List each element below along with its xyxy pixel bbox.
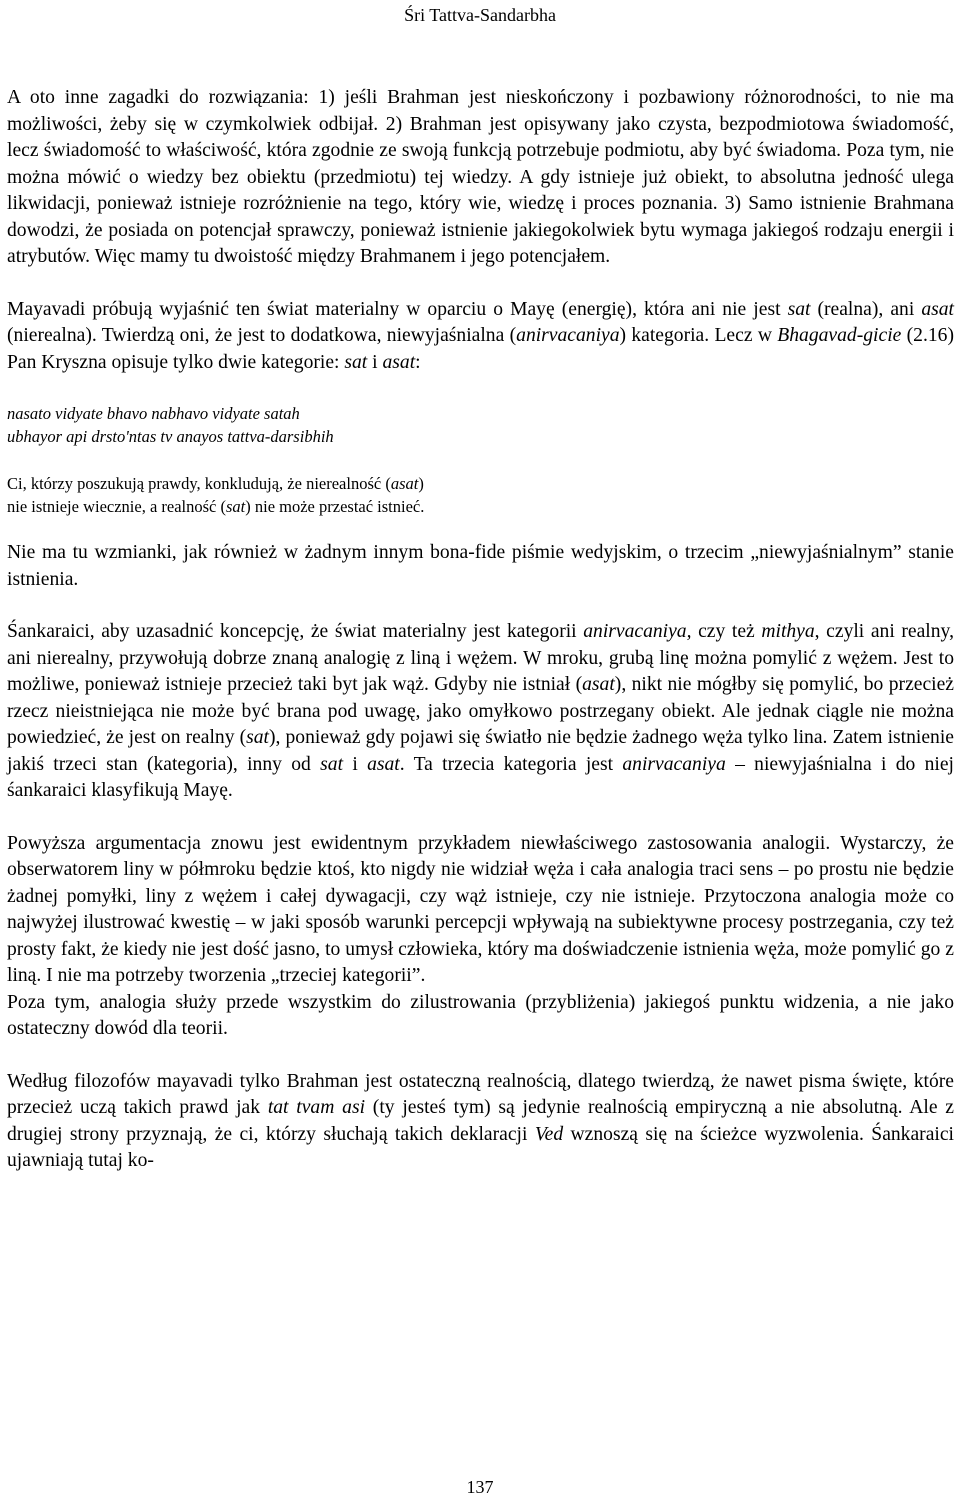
- sanskrit-verse: [7, 402, 954, 448]
- paragraph-analogy-critique: Powyższa argumentacja znowu jest ewidentnym przykładem niewłaściwego zastosowania analogii. Wystarczy, że obserwatorem liny w półmroku będzie ktoś, kto nigdy nie widział węża i cała analogia traci sens – po prostu nie będzie żadnej pomyłki, liny z wężem i całej dywagacji, czy wąż istnieje, czy nie istnieje. Przytoczona analogia może co najwyżej ilustrować kwestię – w jaki sposób warunki percepcji wpływają na subiektywne procesy postrzegania, czy też prosty fakt, że kiedy nie jest dość jasno, to umysł człowieka, który ma doświadczenie istnienia węża, może pomylić go z liną. I nie ma potrzeby tworzenia „trzeciej kategorii”.: [7, 832, 954, 986]
- verse-line-2: ubhayor api drsto'ntas tv anayos tattva-darsibhih: [7, 427, 334, 446]
- verse-translation: [7, 472, 954, 518]
- translation-line-2: nie istnieje wiecznie, a realność (sat) nie może przestać istnieć.: [7, 497, 425, 516]
- paragraph-brahman-reality: Według filozofów mayavadi tylko Brahman jest ostateczną realnością, dlatego twierdzą, że nawet pisma święte, które przecież uczą takich prawd jak tat tvam asi (ty jesteś tym) są jedynie realnością empiryczną a nie absolutną. Ale z drugiej strony przyznają, że ci, którzy słuchają takich deklaracji Ved wznoszą się na ścieżce wyzwolenia. Śankaraici ujawniają tutaj ko-: [7, 1070, 954, 1171]
- paragraph-rope-snake-analogy: Śankaraici, aby uzasadnić koncepcję, że świat materialny jest kategorii anirvacaniya, czy też mithya, czyli ani realny, ani nierealny, przywołują dobrze znaną analogię z liną i wężem. W mroku, grubą linę można pomylić z wężem. Jest to możliwe, ponieważ istnieje przecież taki byt jak wąż. Gdyby nie istniał (asat), nikt nie mógłby się pomylić, bo przecież rzecz nieistniejąca nie może być brana pod uwagę, jako omyłkowo postrzegany obiekt. Ale jednak ciągle nie można powiedzieć, że jest on realny (sat), ponieważ gdy pojawi się światło nie będzie żadnego węża tylko lina. Zatem istnienie jakiś trzeci stan (kategoria), inny od sat i asat. Ta trzecia kategoria jest anirvacaniya – niewyjaśnialna i do niej śankaraici klasyfikują Mayę.: [7, 621, 954, 801]
- running-header: Śri Tattva-Sandarbha: [404, 5, 556, 25]
- paragraph-mayavadi-maya: Mayavadi próbują wyjaśnić ten świat materialny w oparciu o Mayę (energię), która ani nie jest sat (realna), ani asat (nierealna). Twierdzą oni, że jest to dodatkowa, niewyjaśnialna (anirvacaniya) kategoria. Lecz w Bhagavad-gicie (2.16) Pan Kryszna opisuje tylko dwie kategorie: sat i asat:: [7, 298, 954, 373]
- verse-line-1: nasato vidyate bhavo nabhavo vidyate satah: [7, 404, 300, 423]
- paragraph-riddles: A oto inne zagadki do rozwiązania: 1) jeśli Brahman jest nieskończony i pozbawiony różnorodności, to nie ma możliwości, żeby się w czymkolwiek odbijał. 2) Brahman jest opisywany jako czysta, bezpodmiotowa świadomość, lecz świadomość to właściwość, która zgodnie ze swoją funkcją potrzebuje podmiotu, aby być świadoma. Poza tym, nie można mówić o wiedzy bez obiektu (przedmiotu) tej wiedzy. A gdy istnieje już obiekt, to absolutna jedność ulega likwidacji, ponieważ istnieje rozróżnienie na tego, który wie, wiedzę i proces poznania. 3) Samo istnienie Brahmana dowodzi, że posiada on potencjał sprawczy, ponieważ istnienie jakiegokolwiek bytu wymaga jakiegoś rodzaju energii i atrybutów. Więc mamy tu dwoistość między Brahmanem i jego potencjałem.: [7, 87, 954, 267]
- paragraph-analogy-purpose: Poza tym, analogia służy przede wszystkim do zilustrowania (przybliżenia) jakiegoś punktu widzenia, a nie jako ostateczny dowód dla teorii.: [7, 991, 954, 1039]
- translation-line-1: Ci, którzy poszukują prawdy, konkludują, że nierealność (asat): [7, 474, 424, 493]
- page-content: [7, 85, 954, 1175]
- paragraph-no-third-state: Nie ma tu wzmianki, jak również w żadnym innym bona-fide piśmie wedyjskim, o trzecim „niewyjaśnialnym” stanie istnienia.: [7, 542, 954, 590]
- page-number: 137: [466, 1477, 494, 1497]
